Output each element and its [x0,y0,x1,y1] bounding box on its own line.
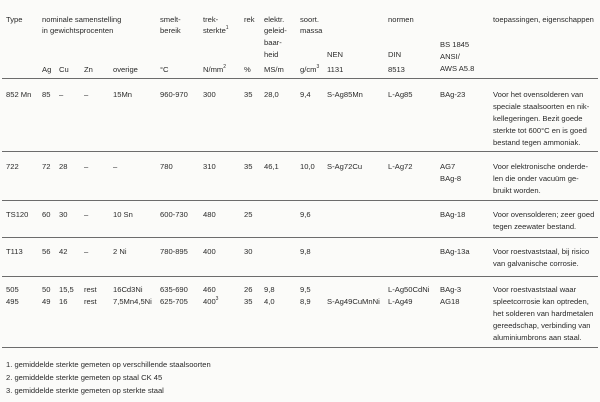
col-rek-header: rek [244,15,255,24]
cell-ag: 60 [42,210,51,219]
cell-ag: 50 [42,285,51,294]
cell-cu: 16 [59,297,68,306]
cell-zn: rest [84,285,97,294]
cell-toepassingen: Voor ovensolderen; zeer goed tegen zeewater bestand. [493,210,595,231]
cell-type: 722 [6,162,19,171]
col-soort-header-1: soort. [300,15,319,24]
cell-type: TS120 [6,210,29,219]
cell-rek: 35 [244,162,253,171]
col-smelt-header-1: smelt- [160,15,181,24]
cell-zn: – [84,162,89,171]
cell-smelt: 600-730 [160,210,188,219]
cell-smelt: 960-970 [160,90,188,99]
col-bs-header-3: AWS A5.8 [440,64,475,73]
table-bottom-rule [2,347,598,348]
col-toepassingen-header: toepassingen, eigenschappen [493,15,594,24]
cell-ag: 49 [42,297,51,306]
cell-ag: 85 [42,90,51,99]
col-overige-header: overige [113,65,138,74]
cell-type: 852 Mn [6,90,32,99]
cell-zn: – [84,210,89,219]
cell-trek: 310 [203,162,216,171]
cell-overige: 7,5Mn4,5Ni [113,297,152,306]
cell-trek: 480 [203,210,216,219]
cell-din: L-Ag50CdNi [388,285,430,294]
cell-ag: 72 [42,162,51,171]
cell-din: L-Ag49 [388,297,413,306]
col-bs-header-1: BS 1845 [440,40,470,49]
col-din-header-1: DIN [388,50,402,59]
cell-toepassingen: Voor elektronische onderde- len die onder vacuüm ge- bruikt worden. [493,162,588,195]
cell-soort: 10,0 [300,162,315,171]
cell-rek: 26 [244,285,253,294]
col-elektr-header-2: geleid- [264,26,287,35]
cell-rek: 30 [244,247,253,256]
cell-bs: AG7 BAg-8 [440,162,462,183]
cell-soort: 9,4 [300,90,311,99]
cell-rek: 35 [244,297,253,306]
cell-bs: BAg-23 [440,90,466,99]
col-type-header: Type [6,15,23,24]
cell-din: L-Ag85 [388,90,413,99]
col-elektr-header-1: elektr. [264,15,285,24]
cell-soort: 9,6 [300,210,311,219]
cell-cu: 30 [59,210,68,219]
footnote-2: 2. gemiddelde sterkte gemeten op staal CK 45 [6,373,163,382]
header-divider [2,78,598,79]
cell-elektr: 9,8 [264,285,275,294]
cell-type: T113 [6,247,23,256]
cell-toepassingen: Voor roestvaststaal waar spleetcorrosie kan optreden, het solderen van hardmetalen gereedschap, verbinding van aluminiumbrons aan staal. [493,285,594,342]
cell-trek: 460 [203,285,216,294]
cell-trek: 300 [203,90,216,99]
cell-smelt: 625-705 [160,297,188,306]
row-divider [2,237,598,238]
cell-trek: $400^3$ [203,296,219,306]
col-elektr-unit: MS/m [264,65,284,74]
cell-bs: BAg-3 [440,285,462,294]
col-trek-header-1: trek- [203,15,219,24]
cell-elektr: 46,1 [264,162,279,171]
col-rek-unit: % [244,65,251,74]
cell-nen: S-Ag49CuMnNi [327,297,380,306]
cell-zn: – [84,90,89,99]
cell-zn: rest [84,297,97,306]
cell-smelt: 780 [160,162,173,171]
col-normen-header: normen [388,15,414,24]
row-divider [2,276,598,277]
cell-nen: S-Ag85Mn [327,90,363,99]
col-trek-header-2: sterkte$^1$ [203,25,229,35]
col-din-header-2: 8513 [388,65,405,74]
col-elektr-header-3: baar- [264,38,282,47]
cell-type: 495 [6,297,19,306]
col-smelt-header-2: bereik [160,26,181,35]
col-cu-header: Cu [59,65,69,74]
col-nen-header-1: NEN [327,50,344,59]
cell-ag: 56 [42,247,51,256]
col-trek-unit: $N/mm^2$ [203,64,227,74]
col-nen-header-2: 1131 [327,65,344,74]
cell-cu: 15,5 [59,285,74,294]
cell-rek: 25 [244,210,253,219]
col-soort-unit: $g/cm^3$ [300,64,320,74]
cell-smelt: 780-895 [160,247,188,256]
cell-overige: – [113,162,118,171]
row-divider [2,200,598,201]
cell-overige: 16Cd3Ni [113,285,143,294]
cell-smelt: 635-690 [160,285,188,294]
cell-overige: 10 Sn [113,210,133,219]
row-divider [2,151,598,152]
cell-bs: BAg-13a [440,247,470,256]
cell-soort: 8,9 [300,297,311,306]
footnote-1: 1. gemiddelde sterkte gemeten op verschillende staalsoorten [6,360,211,369]
cell-toepassingen: Voor het ovensolderen van speciale staalsoorten en nik- kellegeringen. Bezit goede sterkte tot 600°C en is goed bestand tegen ammoniak. [493,90,590,147]
cell-trek: 400 [203,247,216,256]
cell-zn: – [84,247,89,256]
cell-din: L-Ag72 [388,162,413,171]
cell-elektr: 28,0 [264,90,279,99]
cell-nen: S-Ag72Cu [327,162,363,171]
col-elektr-header-4: heid [264,50,279,59]
col-ag-header: Ag [42,65,52,74]
cell-soort: 9,8 [300,247,311,256]
cell-soort: 9,5 [300,285,311,294]
cell-cu: 28 [59,162,68,171]
footnote-3: 3. gemiddelde sterkte gemeten op sterkte staal [6,386,164,395]
col-smelt-unit: °C [160,65,169,74]
cell-elektr: 4,0 [264,297,275,306]
col-zn-header: Zn [84,65,93,74]
cell-bs: BAg-18 [440,210,466,219]
cell-toepassingen: Voor roestvaststaal, bij risico van galvanische corrosie. [493,247,590,268]
col-bs-header-2: ANSI/ [440,52,460,61]
cell-type: 505 [6,285,19,294]
cell-cu: 42 [59,247,68,256]
col-soort-header-2: massa [300,26,323,35]
cell-cu: – [59,90,64,99]
col-composition-header-1: nominale samenstelling [42,15,122,24]
col-composition-header-2: in gewichtsprocenten [42,26,114,35]
cell-rek: 35 [244,90,253,99]
cell-overige: 15Mn [113,90,132,99]
cell-bs: AG18 [440,297,460,306]
cell-overige: 2 Ni [113,247,127,256]
